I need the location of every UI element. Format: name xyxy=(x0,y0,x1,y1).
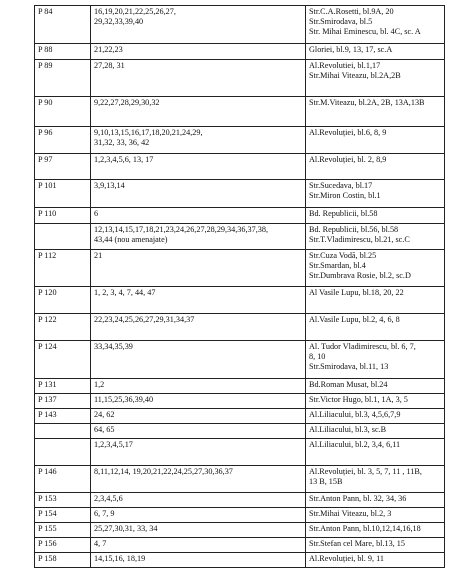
parking-id-cell: P 122 xyxy=(35,314,91,341)
parking-id-cell: P 137 xyxy=(35,394,91,409)
numbers-line: 31,32, 33, 36, 42 xyxy=(94,138,150,147)
table-row xyxy=(35,127,445,154)
address-cell xyxy=(306,341,445,379)
table-row xyxy=(35,224,445,250)
table-row xyxy=(35,424,445,439)
parking-id-cell xyxy=(35,439,91,466)
address-cell xyxy=(306,493,445,508)
numbers-cell xyxy=(91,466,306,493)
numbers-cell xyxy=(91,224,306,250)
table-row xyxy=(35,493,445,508)
address-cell xyxy=(306,439,445,466)
numbers-line: 21,22,23 xyxy=(94,45,123,54)
address-line: Str.Smardan, bl.4 xyxy=(309,261,366,270)
parking-id-cell: P 158 xyxy=(35,553,91,568)
numbers-line: 9,10,13,15,16,17,18,20,21,24,29, xyxy=(94,128,203,137)
numbers-cell xyxy=(91,493,306,508)
address-line: Str.Victor Hugo, bl.1, 1A, 3, 5 xyxy=(309,395,408,404)
table-row xyxy=(35,523,445,538)
numbers-cell xyxy=(91,409,306,424)
address-line: Str.C.A.Rosetti, bl.9A, 20 xyxy=(309,7,394,16)
address-line: Bd.Roman Musat, bl.24 xyxy=(309,380,388,389)
parking-id-cell: P 120 xyxy=(35,287,91,314)
address-line: Str.Smirodava, bl.11, 13 xyxy=(309,362,389,371)
address-line: Al.Liliacului, bl.2, 3,4, 6,11 xyxy=(309,440,401,449)
numbers-line: 1,2,3,4,5,6, 13, 17 xyxy=(94,155,154,164)
parking-id-cell: P 153 xyxy=(35,493,91,508)
numbers-line: 22,23,24,25,26,27,29,31,34,37 xyxy=(94,315,195,324)
address-cell xyxy=(306,508,445,523)
numbers-line: 3,9,13,14 xyxy=(94,181,125,190)
table-row xyxy=(35,409,445,424)
table-row xyxy=(35,508,445,523)
parking-table xyxy=(34,5,445,568)
table-row xyxy=(35,6,445,44)
parking-id-cell: P 96 xyxy=(35,127,91,154)
address-line: Bd. Republicii, bl.56, bl.58 xyxy=(309,225,399,234)
address-cell xyxy=(306,466,445,493)
table-row xyxy=(35,439,445,466)
address-cell xyxy=(306,154,445,180)
parking-id-cell xyxy=(35,424,91,439)
address-cell xyxy=(306,250,445,287)
parking-id-cell: P 154 xyxy=(35,508,91,523)
parking-id-cell: P 88 xyxy=(35,44,91,60)
numbers-cell xyxy=(91,287,306,314)
numbers-line: 11,15,25,36,39,40 xyxy=(94,395,154,404)
address-line: Al.Liliacului, bl.3, sc.B xyxy=(309,425,387,434)
parking-id-cell xyxy=(35,224,91,250)
table-row xyxy=(35,538,445,553)
numbers-cell xyxy=(91,250,306,287)
numbers-line: 12,13,14,15,17,18,21,23,24,26,27,28,29,34,36,37,38, xyxy=(94,225,268,234)
numbers-cell xyxy=(91,341,306,379)
address-line: Al.Vasile Lupu, bl.2, 4, 6, 8 xyxy=(309,315,400,324)
numbers-line: 6, 7, 9 xyxy=(94,509,115,518)
numbers-line: 1,2 xyxy=(94,380,105,389)
numbers-cell xyxy=(91,97,306,127)
table-body xyxy=(35,6,445,568)
numbers-cell xyxy=(91,424,306,439)
address-line: Str.Sucedava, bl.17 xyxy=(309,181,373,190)
numbers-cell xyxy=(91,523,306,538)
parking-id-cell: P 112 xyxy=(35,250,91,287)
numbers-cell xyxy=(91,44,306,60)
address-cell xyxy=(306,287,445,314)
address-line: Al.Revoluției, bl. 9, 11 xyxy=(309,554,384,563)
numbers-line: 2,3,4,5,6 xyxy=(94,494,123,503)
numbers-line: 1, 2, 3, 4, 7, 44, 47 xyxy=(94,288,156,297)
address-line: Bd. Republicii, bl.58 xyxy=(309,209,378,218)
numbers-cell xyxy=(91,508,306,523)
numbers-cell xyxy=(91,394,306,409)
table-row xyxy=(35,97,445,127)
table-row xyxy=(35,394,445,409)
address-cell xyxy=(306,180,445,208)
address-cell xyxy=(306,523,445,538)
parking-id-cell: P 155 xyxy=(35,523,91,538)
numbers-cell xyxy=(91,439,306,466)
address-line: Str.M.Viteazu, bl.2A, 2B, 13A,13B xyxy=(309,98,425,107)
address-line: Str.Miron Costin, bl.1 xyxy=(309,191,381,200)
table-row xyxy=(35,60,445,97)
numbers-cell xyxy=(91,60,306,97)
address-line: Al.Liliacului, bl.3, 4,5,6,7,9 xyxy=(309,410,401,419)
address-cell xyxy=(306,379,445,394)
address-line: Al.Revoluției, bl.6, 8, 9 xyxy=(309,128,387,137)
address-cell xyxy=(306,127,445,154)
address-line: Al.Revolutiei, bl.1,17 xyxy=(309,61,381,70)
table-row xyxy=(35,44,445,60)
address-cell xyxy=(306,538,445,553)
numbers-line: 43,44 (nou amenajate) xyxy=(94,235,168,244)
numbers-line: 16,19,20,21,22,25,26,27, xyxy=(94,7,176,16)
numbers-cell xyxy=(91,180,306,208)
numbers-cell xyxy=(91,379,306,394)
numbers-line: 14,15,16, 18,19 xyxy=(94,554,146,563)
numbers-line: 29,32,33,39,40 xyxy=(94,17,144,26)
table-row xyxy=(35,379,445,394)
address-cell xyxy=(306,60,445,97)
numbers-line: 6 xyxy=(94,209,99,218)
parking-id-cell: P 156 xyxy=(35,538,91,553)
parking-id-cell: P 110 xyxy=(35,208,91,224)
table-row xyxy=(35,553,445,568)
address-line: Str.Anton Pann, bl.10,12,14,16,18 xyxy=(309,524,421,533)
address-line: Str.Stefan cel Mare, bl.13, 15 xyxy=(309,539,405,548)
numbers-line: 27,28, 31 xyxy=(94,61,125,70)
address-cell xyxy=(306,224,445,250)
numbers-line: 33,34,35,39 xyxy=(94,342,133,351)
address-line: Str.Smirodava, bl.5 xyxy=(309,17,373,26)
numbers-line: 64, 65 xyxy=(94,425,115,434)
address-line: Gloriei, bl.9, 13, 17, sc.A xyxy=(309,45,393,54)
parking-id-cell: P 101 xyxy=(35,180,91,208)
parking-id-cell: P 146 xyxy=(35,466,91,493)
table-row xyxy=(35,208,445,224)
address-cell xyxy=(306,44,445,60)
numbers-line: 1,2,3,4,5,17 xyxy=(94,440,133,449)
address-cell xyxy=(306,409,445,424)
numbers-line: 24, 62 xyxy=(94,410,115,419)
numbers-line: 21 xyxy=(94,251,103,260)
address-line: Str. Mihai Eminescu, bl. 4C, sc. A xyxy=(309,27,421,36)
numbers-cell xyxy=(91,314,306,341)
address-cell xyxy=(306,97,445,127)
address-line: Al.Revoluției, bl. 3, 5, 7, 11 , 11B, xyxy=(309,467,422,476)
parking-id-cell: P 143 xyxy=(35,409,91,424)
table-row xyxy=(35,180,445,208)
parking-id-cell: P 89 xyxy=(35,60,91,97)
address-cell xyxy=(306,208,445,224)
numbers-cell xyxy=(91,553,306,568)
table-row xyxy=(35,250,445,287)
table-row xyxy=(35,314,445,341)
address-line: 8, 10 xyxy=(309,352,326,361)
parking-id-cell: P 90 xyxy=(35,97,91,127)
address-line: Str.Mihai Viteazu, bl.2, 3 xyxy=(309,509,392,518)
parking-id-cell: P 97 xyxy=(35,154,91,180)
address-line: Str.Anton Pann, bl. 32, 34, 36 xyxy=(309,494,407,503)
table-row xyxy=(35,466,445,493)
address-line: Al.Revoluției, bl. 2, 8,9 xyxy=(309,155,387,164)
address-line: Al. Tudor Vladimirescu, bl. 6, 7, xyxy=(309,342,416,351)
table-row xyxy=(35,341,445,379)
address-cell xyxy=(306,314,445,341)
address-line: Al Vasile Lupu, bl.18, 20, 22 xyxy=(309,288,404,297)
numbers-cell xyxy=(91,127,306,154)
parking-id-cell: P 124 xyxy=(35,341,91,379)
numbers-cell xyxy=(91,154,306,180)
numbers-cell xyxy=(91,208,306,224)
address-cell xyxy=(306,6,445,44)
table-row xyxy=(35,154,445,180)
numbers-line: 9,22,27,28,29,30,32 xyxy=(94,98,160,107)
numbers-line: 25,27,30,31, 33, 34 xyxy=(94,524,158,533)
numbers-line: 8,11,12,14, 19,20,21,22,24,25,27,30,36,37 xyxy=(94,467,233,476)
address-line: 13 B, 15B xyxy=(309,477,343,486)
parking-id-cell: P 84 xyxy=(35,6,91,44)
address-line: Str.Cuza Vodă, bl.25 xyxy=(309,251,377,260)
address-line: Str.Dumbrava Rosie, bl.2, sc.D xyxy=(309,271,411,280)
parking-id-cell: P 131 xyxy=(35,379,91,394)
numbers-cell xyxy=(91,6,306,44)
address-cell xyxy=(306,394,445,409)
address-line: Str.Mihai Viteazu, bl.2A,2B xyxy=(309,71,401,80)
table-row xyxy=(35,287,445,314)
numbers-line: 4, 7 xyxy=(94,539,107,548)
address-cell xyxy=(306,553,445,568)
address-line: Str.T.Vladimirescu, bl.21, sc.C xyxy=(309,235,410,244)
address-cell xyxy=(306,424,445,439)
numbers-cell xyxy=(91,538,306,553)
